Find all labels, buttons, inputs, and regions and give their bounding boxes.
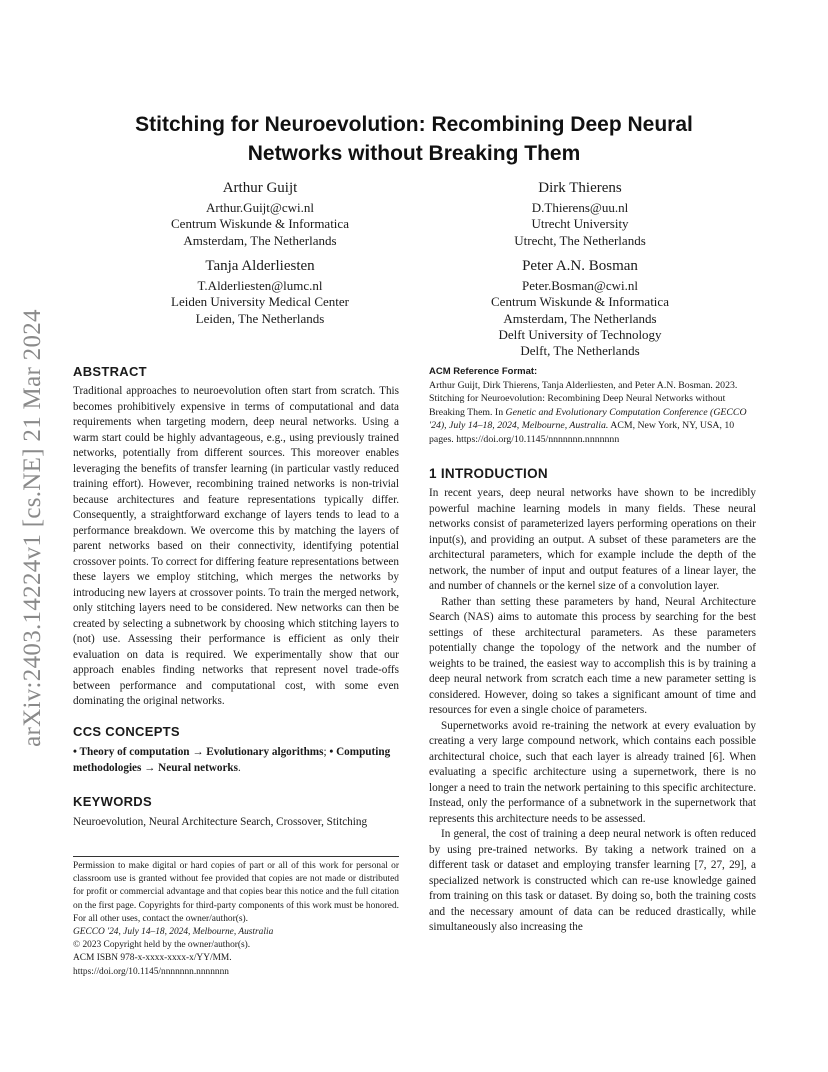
- author-block-2: [450, 178, 710, 249]
- author-name: Peter A.N. Bosman: [522, 258, 638, 274]
- keywords-heading: KEYWORDS: [73, 794, 152, 809]
- abstract-section: [73, 364, 399, 710]
- venue-text: GECCO '24, July 14–18, 2024, Melbourne, Australia: [73, 927, 274, 938]
- author-name: Tanja Alderliesten: [205, 258, 315, 274]
- intro-paragraph-1: In recent years, deep neural networks have shown to be incredibly powerful machine learning models in many fields. These neural networks consist of parameterized layers performing operations on their input(s), and providing an output. A subset of these parameters are the architectural parameters, which for example include the depth of the network, the number of input and output features of a linear layer, the and number of channels or the kernel size of a convolution layer.: [429, 487, 756, 592]
- isbn-line: ACM ISBN 978-x-xxxx-xxxx-x/YY/MM.: [73, 953, 232, 964]
- author-name: Arthur Guijt: [222, 180, 298, 196]
- acm-reference-heading: ACM Reference Format:: [429, 366, 538, 377]
- author-name: Dirk Thierens: [538, 180, 622, 196]
- copyright-line: © 2023 Copyright held by the owner/author(s).: [73, 940, 251, 951]
- ccs-end: .: [238, 761, 241, 774]
- venue-line: [73, 926, 399, 939]
- title-line-2: Networks without Breaking Them: [247, 142, 581, 165]
- author-affiliation: Utrecht, The Netherlands: [514, 232, 646, 248]
- author-affiliation: Utrecht University: [531, 216, 629, 232]
- ccs-text: [73, 745, 399, 776]
- intro-paragraph-3: Supernetworks avoid re-training the network at every evaluation by creating a very large compound network, which contains each possible architectural choice, such that each layer is already trained [6]. When evaluating a specific architecture using a supernetwork, there is no longer a need to train the network pertaining to this specific architecture. Instead, only the performance of a subnetwork in the supernetwork that represents this architecture needs to be assessed.: [429, 719, 756, 825]
- doi-link[interactable]: https://doi.org/10.1145/nnnnnnn.nnnnnnn: [73, 966, 229, 977]
- introduction-section: [429, 466, 756, 936]
- title-line-1: Stitching for Neuroevolution: Recombining Deep Neural: [135, 113, 693, 136]
- ccs-heading: CCS CONCEPTS: [73, 724, 180, 739]
- author-affiliation: Leiden University Medical Center: [171, 294, 349, 310]
- author-affiliation: Amsterdam, The Netherlands: [503, 310, 657, 326]
- keywords-section: [73, 794, 399, 831]
- author-email[interactable]: D.Thierens@uu.nl: [531, 200, 629, 215]
- ccs-section: [73, 724, 399, 776]
- keywords-text: Neuroevolution, Neural Architecture Search, Crossover, Stitching: [73, 816, 368, 828]
- acm-reference-section: [429, 366, 756, 446]
- acm-reference-text: [429, 379, 756, 446]
- intro-paragraph-4: In general, the cost of training a deep neural network is often reduced by using pre-trained networks. By taking a network trained on a different task or dataset and employing transfer learning [7, 27, 29], a specialized network is constructed which can re-use knowledge gained from training on this task or dataset. By doing so, both the training costs and the necessary amount of data can be reduced drastically, while simultaneously also increasing the: [429, 828, 756, 933]
- ccs-separator: ;: [323, 746, 330, 758]
- intro-paragraph-2: Rather than setting these parameters by hand, Neural Architecture Search (NAS) aims to automate this process by searching for the best settings of these architectural parameters. As these parameters potentially change the topology of the network and the number of weights to be trained, the easiest way to accomplish this is by training a deep neural network from scratch each time a new parameter setting is considered. However, doing so takes a significant amount of time and resources for even a single choice of parameters.: [429, 595, 756, 716]
- ccs-concept-2[interactable]: • Computing methodologies → Neural networks: [73, 746, 391, 774]
- paper-title: [0, 110, 828, 168]
- permission-footnote: [73, 860, 399, 979]
- author-email[interactable]: Peter.Bosman@cwi.nl: [522, 278, 638, 293]
- arxiv-identifier-text: arXiv:2403.14224v1 [cs.NE] 21 Mar 2024: [19, 309, 46, 747]
- abstract-text: Traditional approaches to neuroevolution often start from scratch. This becomes prohibitively expensive in terms of computational and data requirements when targeting modern, deep neural networks. Using a warm start could be highly advantageous, e.g., using previously trained networks, potentially from different sources. This moreover enables leveraging the benefits of transfer learning (in particular vastly reduced training effort). However, recombining trained networks is non-trivial because architectures and feature representations typically differ. Consequently, a straightforward exchange of layers tends to lead to a performance breakdown. We overcome this by matching the layers of parent networks based on their connectivity, identifying potential crossover points. To correct for differing feature representations between these layers we employ stitching, which merges the networks by introducing new layers at crossover points. To train the merged network, only stitching layers need to be considered. New networks can then be created by selecting a subnetwork by choosing which stitching layers to (not) use. Assessing their performance is efficient as only their evaluation on data is required. We experimentally show that our approach enables finding networks that represent novel trade-offs between performance and computational cost, with some even dominating the original networks.: [73, 385, 399, 707]
- author-block-4: [450, 256, 710, 359]
- author-email[interactable]: T.Alderliesten@lumc.nl: [197, 278, 323, 293]
- author-affiliation: Centrum Wiskunde & Informatica: [171, 216, 349, 232]
- author-affiliation: Delft, The Netherlands: [520, 343, 640, 359]
- author-affiliation: Delft University of Technology: [498, 326, 662, 342]
- ccs-concept-1[interactable]: • Theory of computation → Evolutionary algorithms: [73, 746, 324, 758]
- abstract-heading: ABSTRACT: [73, 364, 147, 379]
- author-block-3: [130, 256, 390, 327]
- author-affiliation: Centrum Wiskunde & Informatica: [491, 294, 669, 310]
- arxiv-identifier: [19, 288, 46, 768]
- author-email[interactable]: Arthur.Guijt@cwi.nl: [205, 200, 315, 215]
- author-affiliation: Amsterdam, The Netherlands: [183, 232, 337, 248]
- acm-reference-part1: Arthur Guijt, Dirk Thierens, Tanja Alderliesten, and Peter A.N. Bosman. 2023. Stitching for Neuroevolution: Recombining Deep Neural Networks without Breaking Them. In: [429, 380, 738, 418]
- author-block-1: [130, 178, 390, 249]
- introduction-heading: 1 INTRODUCTION: [429, 466, 548, 481]
- acm-reference-venue: Genetic and Evolutionary Computation Conference (GECCO '24), July 14–18, 2024, Melbourne, Australia.: [429, 406, 747, 432]
- footnote-divider: [73, 856, 399, 857]
- acm-reference-part2: ACM, New York, NY, USA, 10 pages. https://doi.org/10.1145/nnnnnnn.nnnnnnn: [429, 420, 735, 445]
- permission-text: Permission to make digital or hard copies of part or all of this work for personal or classroom use is granted without fee provided that copies are not made or distributed for profit or commercial advantage and that copies bear this notice and the full citation on the first page. Copyrights for third-party components of this work must be honored. For all other uses, contact the owner/author(s).: [73, 861, 399, 924]
- author-affiliation: Leiden, The Netherlands: [195, 310, 325, 326]
